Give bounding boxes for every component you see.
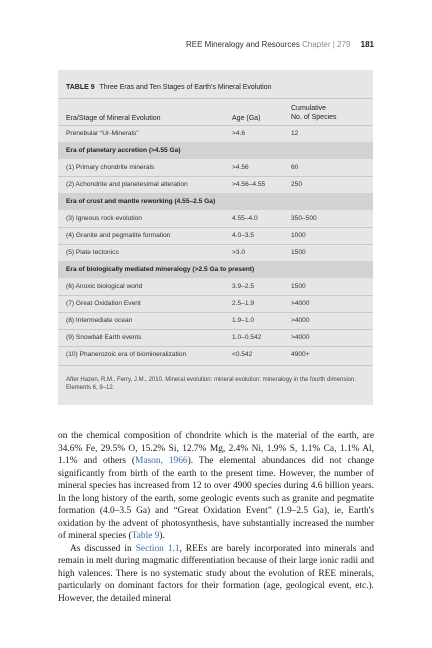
table-row <box>58 329 373 346</box>
table-footnote: After Hazen, R.M., Ferry, J.M., 2010. Mineral evolution: mineral evolution: mineralogy in the fourth dimension. Elements 6, 9–12. <box>66 377 357 391</box>
era-header-2: Era of crust and mantle reworking (4.55–2.5 Ga) <box>58 193 373 210</box>
header-title: REE Mineralogy and Resources <box>185 40 300 49</box>
col-header-age: Age (Ga) <box>232 115 261 122</box>
col-header-species <box>291 104 337 122</box>
stage-cell: (9) Snowball Earth events <box>66 334 142 341</box>
species-cell: 1000 <box>291 232 306 239</box>
table-row <box>58 346 373 363</box>
species-cell: >4000 <box>291 317 310 324</box>
page-number: 181 <box>360 40 374 49</box>
table-title <box>66 84 272 91</box>
stage-cell: (7) Great Oxidation Event <box>66 300 141 307</box>
table-row <box>58 125 373 142</box>
age-cell: 3.9–2.5 <box>232 283 254 290</box>
species-cell: 1500 <box>291 249 306 256</box>
stage-cell: Prenebular “Ur-Minerals” <box>66 130 139 137</box>
table-caption: Three Eras and Ten Stages of Earth's Mineral Evolution <box>99 84 272 91</box>
stage-cell: (8) Intermediate ocean <box>66 317 133 324</box>
era-header-3: Era of biologically mediated mineralogy (>2.5 Ga to present) <box>58 261 373 278</box>
table-rule-top <box>58 98 373 99</box>
age-cell: 4.0–3.5 <box>232 232 254 239</box>
table-row <box>58 210 373 227</box>
age-cell: 1.0–0.542 <box>232 334 262 341</box>
col-header-species-line1: Cumulative <box>291 105 327 112</box>
table-row <box>58 159 373 176</box>
stage-cell: (3) Igneous rock evolution <box>66 215 142 222</box>
col-header-species-line2: No. of Species <box>291 114 337 121</box>
age-cell: 4.55–4.0 <box>232 215 258 222</box>
stage-cell: (1) Primary chondrite minerals <box>66 164 155 171</box>
species-cell: >4000 <box>291 334 310 341</box>
age-cell: >3.0 <box>232 249 246 256</box>
stage-cell: (6) Anoxic biological world <box>66 283 143 290</box>
species-cell: 250 <box>291 181 303 188</box>
table-9 <box>58 70 373 405</box>
table-label: TABLE 9 <box>66 84 95 91</box>
age-cell: <0.542 <box>232 351 253 358</box>
table-row <box>58 278 373 295</box>
running-header <box>186 40 374 49</box>
age-cell: >4.56–4.55 <box>232 181 266 188</box>
header-chapter: Chapter | 279 <box>302 40 351 49</box>
body-text <box>58 430 374 605</box>
table-row <box>58 312 373 329</box>
species-cell: 60 <box>291 164 299 171</box>
table-link[interactable]: Table 9 <box>131 531 160 541</box>
species-cell: 4900+ <box>291 351 310 358</box>
table-row <box>58 227 373 244</box>
table-row <box>58 176 373 193</box>
table-row <box>58 244 373 261</box>
paragraph: on the chemical composition of chondrite which is the material of the earth, are 34.6% Fe, 29.5% O, 15.2% Si, 12.7% Mg, 2.4% Ni, 1.9% S, 1.1% Ca, 1.1% Al, 1.1% and others (Mason, 1966). The elemental abundances did not change significantly from birth of the earth to the present time. However, the number of mineral species has increased from 12 to over 4900 species during 4.6 billion years. In the long history of the earth, some geologic events such as granite and pegmatite formation (4.0–3.5 Ga) and “Great Oxidation Event” (1.9–2.5 Ga), ie, Earth's oxidation by the advent of photosynthesis, have substantially increased the number of mineral species (Table 9). <box>58 431 374 541</box>
age-cell: 1.9–1.0 <box>232 317 254 324</box>
era-header-1: Era of planetary accretion (>4.55 Ga) <box>58 142 373 159</box>
table-row <box>58 295 373 312</box>
species-cell: 1500 <box>291 283 306 290</box>
age-cell: >4.56 <box>232 164 249 171</box>
age-cell: >4.6 <box>232 130 246 137</box>
stage-cell: (4) Granite and pegmatite formation <box>66 232 171 239</box>
stage-cell: (5) Plate tectonics <box>66 249 119 256</box>
paragraph: As discussed in Section 1.1, REEs are barely incorporated into minerals and remain in melt during magmatic differentiation because of their large ionic radii and high valences. There is no systematic study about the evolution of REE minerals, particularly on dominant factors for their formation (age, geological event, etc.). However, the detailed mineral <box>58 543 375 604</box>
section-link[interactable]: Section 1.1 <box>135 543 180 554</box>
table-rule-bottom <box>58 365 373 366</box>
age-cell: 2.5–1.9 <box>232 300 254 307</box>
stage-cell: (2) Achondrite and planetesimal alteration <box>66 181 188 188</box>
citation-link[interactable]: Mason, 1966 <box>135 456 188 466</box>
species-cell: 350–500 <box>291 215 317 222</box>
stage-cell: (10) Phanerozoic era of biomineralization <box>66 351 187 358</box>
col-header-stage: Era/Stage of Mineral Evolution <box>66 115 161 122</box>
species-cell: 12 <box>291 130 299 137</box>
species-cell: >4000 <box>291 300 310 307</box>
